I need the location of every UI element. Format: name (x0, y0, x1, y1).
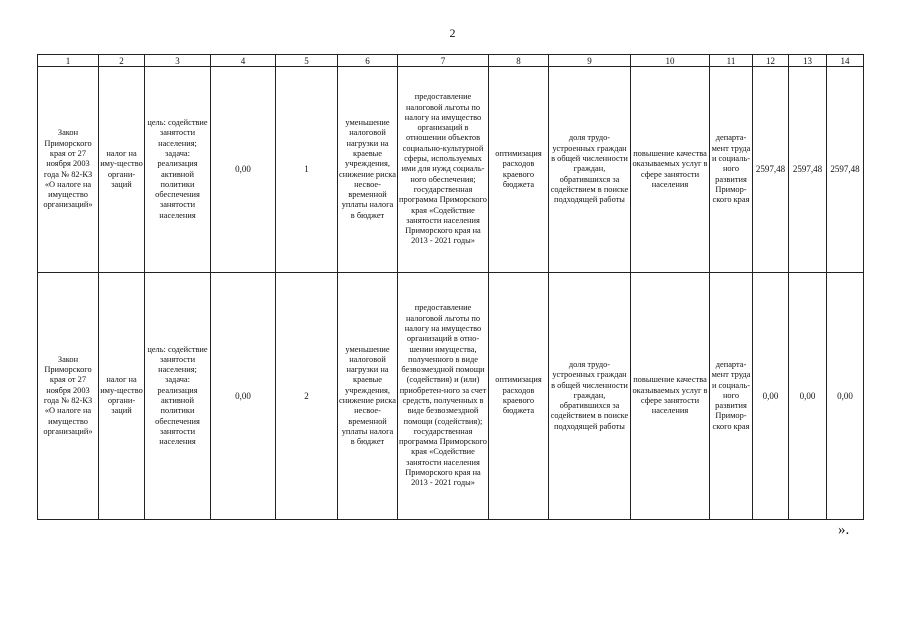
table-row (38, 273, 864, 520)
purpose-cell: уменьшение налоговой нагрузки на краевые учреждения, снижение риска несвое-временной уплаты налога в бюджет (338, 273, 398, 520)
curator-cell: департа-мент труда и социаль-ного развития Примор-ского края (710, 67, 753, 273)
col-header-10: 10 (631, 55, 710, 67)
amount-cell: 0,00 (827, 273, 864, 520)
closing-quote-mark: ». (838, 522, 850, 538)
col-header-1: 1 (38, 55, 99, 67)
curator-cell: департа-мент труда и социаль-ного развития Примор-ского края (710, 273, 753, 520)
goal-task-cell: цель: содействие занятости населения; задача: реализация активной политики обеспечения занятости населения (145, 273, 211, 520)
law-reference-cell: Закон Приморского края от 27 ноября 2003 года № 82-КЗ «О налоге на имущество организаций» (38, 67, 99, 273)
col-header-12: 12 (753, 55, 789, 67)
header-row (38, 55, 864, 67)
result-cell: повышение качества оказываемых услуг в сфере занятости населения (631, 67, 710, 273)
law-reference-cell: Закон Приморского края от 27 ноября 2003 года № 82-КЗ «О налоге на имущество организаций» (38, 273, 99, 520)
result-cell: повышение качества оказываемых услуг в сфере занятости населения (631, 273, 710, 520)
purpose-cell: уменьшение налоговой нагрузки на краевые учреждения, снижение риска несвое-временной уплаты налога в бюджет (338, 67, 398, 273)
col-header-5: 5 (276, 55, 338, 67)
tax-name-cell: налог на иму-щество органи-заций (99, 67, 145, 273)
goal-task-cell: цель: содействие занятости населения; задача: реализация активной политики обеспечения занятости населения (145, 67, 211, 273)
col-header-14: 14 (827, 55, 864, 67)
tax-expenditure-table (37, 54, 864, 520)
effect-cell: оптимизация расходов краевого бюджета (489, 67, 549, 273)
col-header-11: 11 (710, 55, 753, 67)
value-cell: 1 (276, 67, 338, 273)
page-number: 2 (449, 26, 456, 40)
amount-cell: 0,00 (753, 273, 789, 520)
col-header-8: 8 (489, 55, 549, 67)
tax-name-cell: налог на иму-щество органи-заций (99, 273, 145, 520)
col-header-7: 7 (398, 55, 489, 67)
value-cell: 2 (276, 273, 338, 520)
col-header-13: 13 (789, 55, 827, 67)
col-header-2: 2 (99, 55, 145, 67)
benefit-description-cell: предоставление налоговой льготы по налогу на имущество организаций в отношении объектов социально-культурной сферы, используемых ими для нужд социаль-ного обеспечения; государственная программа Приморского края «Содействие занятости населения Приморского края на 2013 - 2021 годы» (398, 67, 489, 273)
col-header-6: 6 (338, 55, 398, 67)
indicator-cell: доля трудо-устроенных граждан в общей численности граждан, обратившихся за содействием в поиске подходящей работы (549, 67, 631, 273)
effect-cell: оптимизация расходов краевого бюджета (489, 273, 549, 520)
col-header-9: 9 (549, 55, 631, 67)
amount-cell: 2597,48 (789, 67, 827, 273)
amount-cell: 0,00 (789, 273, 827, 520)
amount-cell: 2597,48 (827, 67, 864, 273)
col-header-3: 3 (145, 55, 211, 67)
amount-cell: 2597,48 (753, 67, 789, 273)
col-header-4: 4 (211, 55, 276, 67)
benefit-description-cell: предоставление налоговой льготы по налогу на имущество организаций в отно-шении имущества, полученного в виде безвозмездной помощи (содействия) и (или) приобретен-ного за счет средств, полученных в виде безвозмездной помощи (содействия); государственная программа Приморского края «Содействие занятости населения Приморского края на 2013 - 2021 годы» (398, 273, 489, 520)
value-cell: 0,00 (211, 67, 276, 273)
indicator-cell: доля трудо-устроенных граждан в общей численности граждан, обратившихся за содействием в поиске подходящей работы (549, 273, 631, 520)
value-cell: 0,00 (211, 273, 276, 520)
table-row (38, 67, 864, 273)
